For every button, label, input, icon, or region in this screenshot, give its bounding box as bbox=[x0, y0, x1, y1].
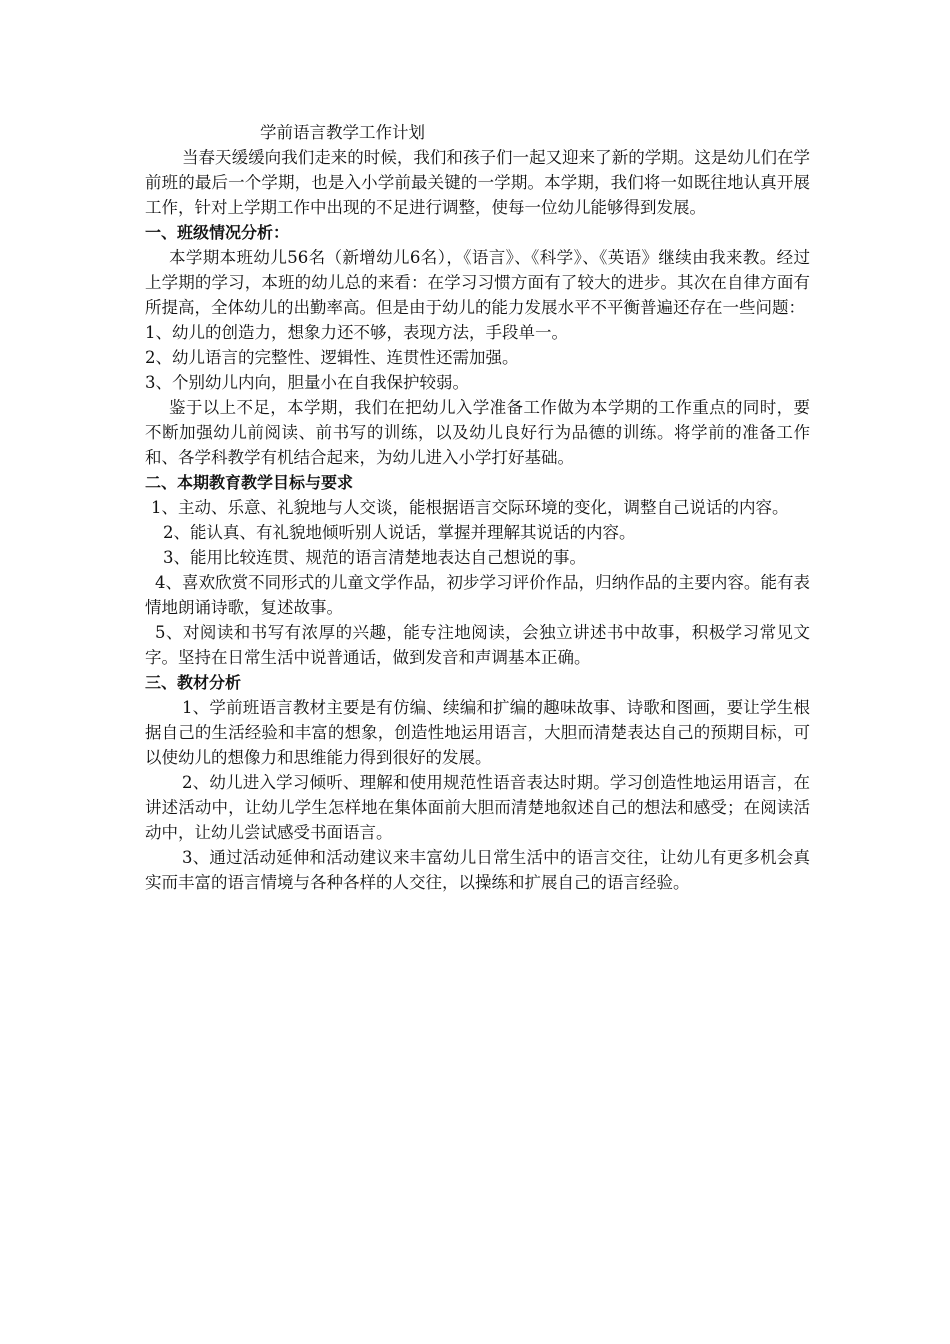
section-2-heading: 二、本期教育教学目标与要求 bbox=[145, 473, 354, 492]
section-2-item-2: 2、能认真、有礼貌地倾听别人说话，掌握并理解其说话的内容。 bbox=[163, 523, 636, 542]
section-1-item-3: 3、个别幼儿内向，胆量小在自我保护较弱。 bbox=[145, 373, 469, 392]
document-body bbox=[145, 120, 810, 895]
document-title: 学前语言教学工作计划 bbox=[260, 123, 425, 142]
section-3-heading: 三、教材分析 bbox=[145, 673, 242, 692]
section-1-heading: 一、班级情况分析： bbox=[145, 223, 290, 242]
section-1-paragraph: 本学期本班幼儿56名（新增幼儿6名），《语言》、《科学》、《英语》继续由我来教。经过上学期的学习，本班的幼儿总的来看：在学习习惯方面有了较大的进步。其次在自律方面有所提高，全体幼儿的出勤率高。但是由于幼儿的能力发展水平不平衡普遍还存在一些问题： bbox=[145, 248, 810, 317]
section-3-item-3: 3、通过活动延伸和活动建议来丰富幼儿日常生活中的语言交往，让幼儿有更多机会真实而丰富的语言情境与各种各样的人交往，以操练和扩展自己的语言经验。 bbox=[145, 848, 810, 892]
section-1-item-1: 1、幼儿的创造力，想象力还不够，表现方法，手段单一。 bbox=[145, 323, 568, 342]
section-2-item-4: 4、喜欢欣赏不同形式的儿童文学作品，初步学习评价作品，归纳作品的主要内容。能有表情地朗诵诗歌，复述故事。 bbox=[145, 573, 810, 617]
section-1-item-2: 2、幼儿语言的完整性、逻辑性、连贯性还需加强。 bbox=[145, 348, 519, 367]
section-2-item-1: 1、主动、乐意、礼貌地与人交谈，能根据语言交际环境的变化，调整自己说话的内容。 bbox=[151, 498, 789, 517]
section-2-item-5: 5、对阅读和书写有浓厚的兴趣，能专注地阅读，会独立讲述书中故事，积极学习常见文字。坚持在日常生活中说普通话，做到发音和声调基本正确。 bbox=[145, 623, 810, 667]
section-3-item-1: 1、学前班语言教材主要是有仿编、续编和扩编的趣味故事、诗歌和图画，要让学生根据自己的生活经验和丰富的想象，创造性地运用语言，大胆而清楚表达自己的预期目标，可以使幼儿的想像力和思维能力得到很好的发展。 bbox=[145, 698, 810, 767]
section-3-item-2: 2、幼儿进入学习倾听、理解和使用规范性语音表达时期。学习创造性地运用语言，在讲述活动中，让幼儿学生怎样地在集体面前大胆而清楚地叙述自己的想法和感受；在阅读活动中，让幼儿尝试感受书面语言。 bbox=[145, 773, 810, 842]
section-1-conclusion: 鉴于以上不足，本学期，我们在把幼儿入学准备工作做为本学期的工作重点的同时，要不断加强幼儿前阅读、前书写的训练，以及幼儿良好行为品德的训练。将学前的准备工作和、各学科教学有机结合起来，为幼儿进入小学打好基础。 bbox=[145, 398, 810, 467]
intro-paragraph: 当春天缓缓向我们走来的时候，我们和孩子们一起又迎来了新的学期。这是幼儿们在学前班的最后一个学期，也是入小学前最关键的一学期。本学期，我们将一如既往地认真开展工作，针对上学期工作中出现的不足进行调整，使每一位幼儿能够得到发展。 bbox=[145, 148, 810, 217]
section-2-item-3: 3、能用比较连贯、规范的语言清楚地表达自己想说的事。 bbox=[163, 548, 586, 567]
